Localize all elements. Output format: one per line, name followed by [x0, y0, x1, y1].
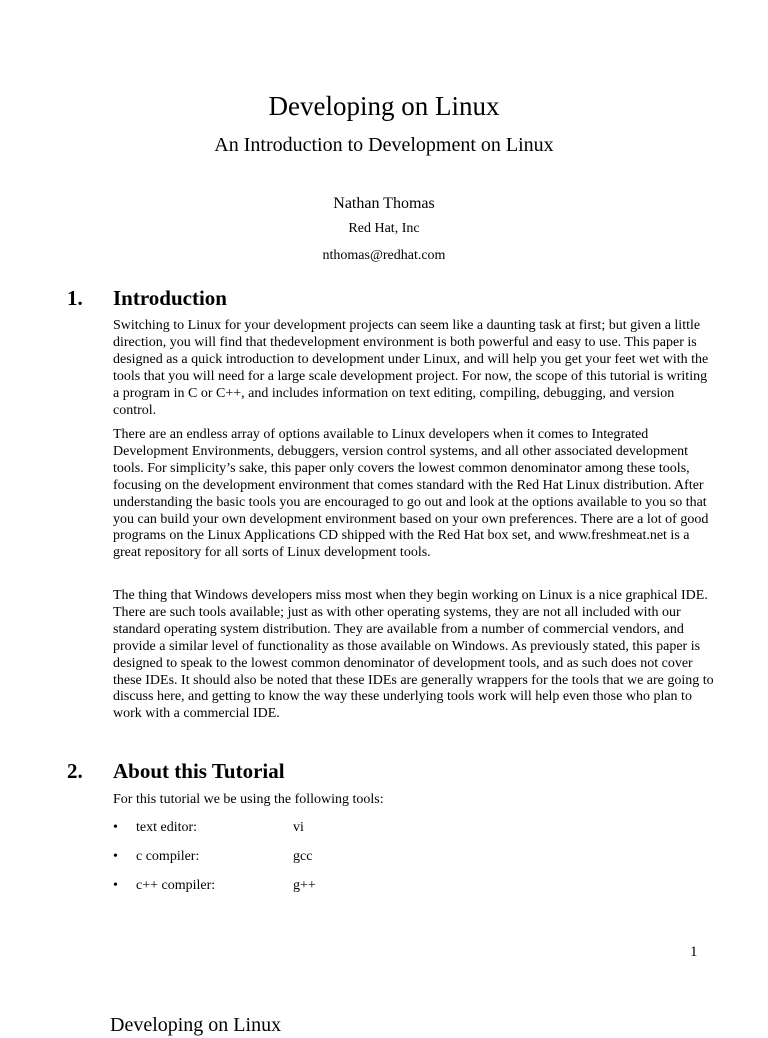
- paragraph: The thing that Windows developers miss most when they begin working on Linux is a nice graphical IDE. There are such tools available; just as with other operating systems, they are not all included with our standard operating system distribution. They are available from a number of commercial vendors, and provide a similar level of functionality as those available on Windows. As previously stated, this paper is designed to speak to the lowest common denominator of development tools, and as such does not cover these IDEs. It should also be noted that these IDEs are generally wrappers for the tools that we are going to discuss here, and getting to know the way these underlying tools work will help even those who plan to work with a commercial IDE.: [113, 588, 714, 722]
- document-subtitle: An Introduction to Development on Linux: [214, 134, 554, 156]
- tool-label: text editor:: [136, 820, 198, 835]
- section-number: 2.: [67, 759, 83, 783]
- author-email: nthomas@redhat.com: [322, 248, 446, 263]
- tool-value: g++: [293, 878, 316, 893]
- section-heading-about-tutorial: [67, 758, 285, 784]
- section-title: About this Tutorial: [113, 759, 285, 783]
- bullet-marker: •: [113, 849, 118, 864]
- author-organization: Red Hat, Inc: [348, 221, 420, 236]
- document-title: Developing on Linux: [268, 91, 500, 121]
- tool-label: c++ compiler:: [136, 878, 216, 893]
- tool-label: c compiler:: [136, 849, 200, 864]
- author-name: Nathan Thomas: [333, 195, 435, 212]
- bullet-marker: •: [113, 878, 118, 893]
- section-number: 1.: [67, 286, 83, 310]
- tool-value: vi: [293, 820, 304, 835]
- section-heading-introduction: [67, 285, 227, 311]
- paragraph: There are an endless array of options available to Linux developers when it comes to Integrated Development Environments, debuggers, version control systems, and all other associated development tools. For simplicity’s sake, this paper only covers the lowest common denominator among these tools, focusing on the development environment that comes standard with the Red Hat Linux distribution. After understanding the basic tools you are encouraged to go out and look at the options available to you so that you can build your own development environment based on your own preferences. There are a lot of good programs on the Linux Applications CD shipped with the Red Hat box set, and www.freshmeat.net is a great repository for all sorts of Linux development tools.: [113, 427, 709, 561]
- bullet-marker: •: [113, 820, 118, 835]
- next-page-header: Developing on Linux: [110, 1014, 282, 1036]
- paragraph: For this tutorial we be using the following tools:: [113, 792, 384, 807]
- page-number: 1: [690, 944, 698, 960]
- section-title: Introduction: [113, 286, 227, 310]
- tool-value: gcc: [293, 849, 313, 864]
- paragraph: Switching to Linux for your development projects can seem like a daunting task at first; but given a little direction, you will find that thedevelopment environment is both powerful and easy to use. This paper is designed as a quick introduction to development under Linux, and will help you get your feet wet with the tools that you will need for a large scale development project. For now, the scope of this tutorial is writing a program in C or C++, and includes information on text editing, compiling, debugging, and version control.: [113, 318, 709, 418]
